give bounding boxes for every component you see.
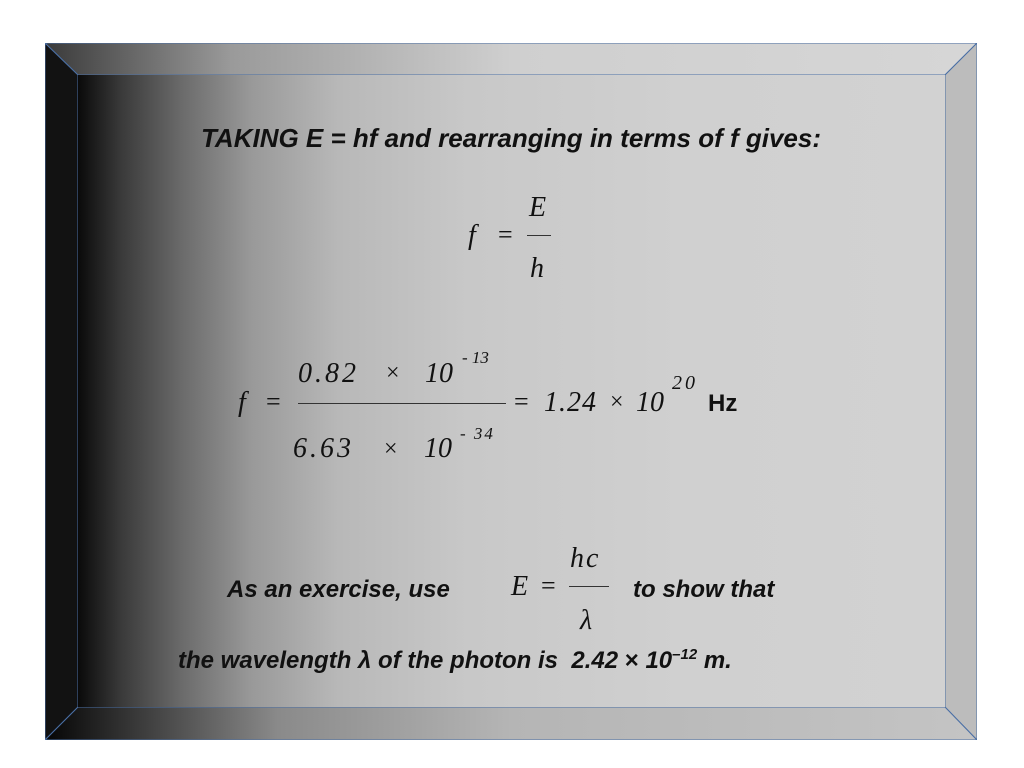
eq2-den-mantissa: 6.63 bbox=[293, 433, 354, 464]
slide-frame bbox=[45, 43, 977, 740]
eq2-den-times: × bbox=[384, 436, 398, 462]
conclusion-text: the wavelength λ of the photon is bbox=[178, 647, 559, 674]
eq2-result-mantissa: 1.24 bbox=[544, 387, 597, 418]
exercise-lhs: E bbox=[511, 571, 529, 602]
eq1-lhs: f bbox=[468, 220, 476, 251]
slide-panel bbox=[78, 75, 945, 707]
conclusion-unit: m. bbox=[703, 647, 732, 674]
eq2-num-base: 10 bbox=[425, 358, 453, 389]
conclusion-base: 10 bbox=[645, 647, 673, 674]
eq1-equals: = bbox=[498, 220, 513, 249]
exercise-suffix: to show that bbox=[633, 576, 775, 603]
eq2-fraction-bar bbox=[298, 403, 506, 404]
eq2-num-mantissa: 0.82 bbox=[298, 358, 359, 389]
conclusion-exponent: –12 bbox=[672, 646, 698, 663]
exercise-numerator: hc bbox=[570, 543, 601, 574]
eq2-unit: Hz bbox=[708, 390, 738, 417]
exercise-fraction-bar bbox=[569, 586, 609, 587]
eq1-denominator: h bbox=[530, 253, 544, 284]
conclusion-value: 2.42 bbox=[571, 647, 619, 674]
eq2-result-times: × bbox=[610, 389, 624, 415]
eq2-num-exponent: - 13 bbox=[462, 348, 489, 367]
eq2-den-exponent: - 34 bbox=[460, 424, 495, 443]
exercise-equals: = bbox=[541, 571, 556, 600]
eq2-result-base: 10 bbox=[636, 387, 664, 418]
conclusion-line bbox=[178, 646, 732, 675]
eq2-lhs: f bbox=[238, 387, 246, 418]
eq2-result-equals: = bbox=[514, 387, 529, 416]
eq2-result-exponent: 20 bbox=[672, 372, 698, 394]
eq2-den-base: 10 bbox=[424, 433, 452, 464]
exercise-denominator: λ bbox=[580, 605, 593, 636]
conclusion-times: × bbox=[624, 647, 639, 674]
eq2-num-times: × bbox=[386, 360, 400, 386]
eq1-fraction-bar bbox=[527, 235, 551, 236]
slide-heading: TAKING E = hf and rearranging in terms of f gives: bbox=[200, 123, 821, 153]
eq2-equals: = bbox=[266, 387, 281, 416]
eq1-numerator: E bbox=[529, 192, 547, 223]
exercise-prefix: As an exercise, use bbox=[227, 576, 450, 603]
